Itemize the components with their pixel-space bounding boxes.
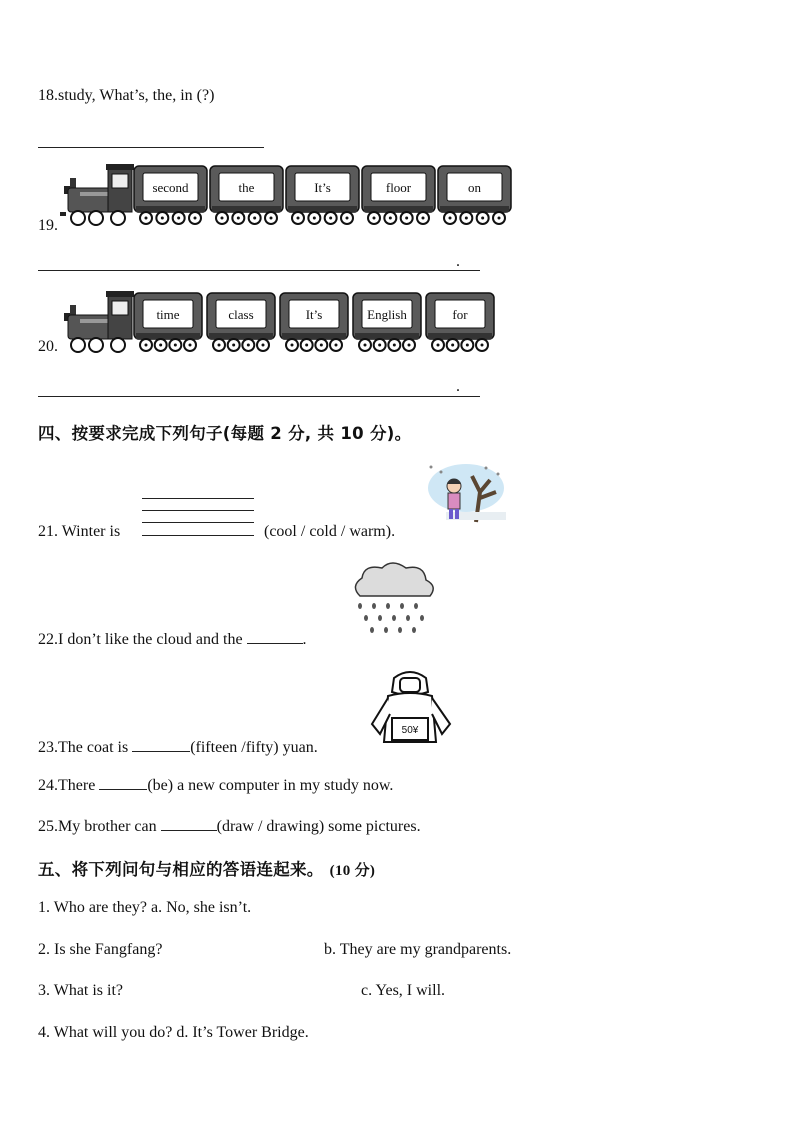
question-23	[38, 737, 318, 757]
question-21-prefix: 21. Winter is	[38, 523, 121, 540]
section-4-heading: 四、按要求完成下列句子(每题 2 分, 共 10 分)。	[38, 424, 412, 443]
question-24-prefix: 24.There	[38, 777, 96, 794]
blank-line-21d[interactable]	[142, 535, 254, 536]
train-car	[438, 166, 511, 224]
train-car-word: It’s	[314, 180, 331, 195]
match-question-2: 2. Is she Fangfang?	[38, 941, 163, 958]
blank-line-21c[interactable]	[142, 522, 254, 523]
question-25-suffix: (draw / drawing) some pictures.	[216, 818, 421, 835]
coat-icon	[366, 668, 456, 752]
question-22-suffix: .	[302, 631, 307, 648]
train-car-word: floor	[385, 180, 412, 195]
train-car-word: It’s	[305, 307, 323, 322]
train-car-word: English	[367, 307, 407, 322]
train-19	[60, 158, 520, 230]
question-22	[38, 629, 307, 649]
section-5-points: (10 分)	[329, 863, 376, 879]
answer-line-20[interactable]	[38, 396, 480, 397]
train-car-word: time	[156, 307, 180, 322]
match-answer-b: b. They are my grandparents.	[324, 941, 512, 958]
blank-22[interactable]	[247, 629, 303, 644]
question-25	[38, 816, 421, 836]
question-25-prefix: 25.My brother can	[38, 818, 157, 835]
blank-line-21b[interactable]	[142, 510, 254, 511]
period-19: .	[456, 253, 460, 270]
question-24	[38, 775, 393, 795]
answer-line-18[interactable]	[38, 147, 264, 148]
question-18: 18.study, What’s, the, in (?)	[38, 87, 215, 104]
locomotive-icon	[60, 164, 134, 225]
question-21-suffix: (cool / cold / warm).	[264, 523, 396, 540]
question-24-suffix: (be) a new computer in my study now.	[147, 777, 394, 794]
match-question-4: 4. What will you do? d. It’s Tower Bridge.	[38, 1024, 309, 1041]
train-car	[426, 293, 494, 351]
train-car	[134, 293, 202, 351]
train-car	[134, 166, 207, 224]
question-23-suffix: (fifteen /fifty) yuan.	[190, 739, 318, 756]
train-car-word: for	[452, 307, 468, 322]
blank-23[interactable]	[132, 737, 190, 752]
locomotive-icon	[64, 291, 134, 352]
train-car	[280, 293, 348, 351]
question-19-number: 19.	[38, 217, 58, 234]
answer-line-19[interactable]	[38, 270, 480, 271]
match-question-1: 1. Who are they? a. No, she isn’t.	[38, 899, 252, 916]
train-car-word: on	[468, 180, 481, 195]
question-22-prefix: 22.I don’t like the cloud and the	[38, 631, 243, 648]
winter-girl-icon	[426, 462, 506, 528]
train-car-word: class	[228, 307, 254, 322]
price-tag-label: 50¥	[401, 725, 419, 736]
train-car	[207, 293, 275, 351]
train-car	[362, 166, 435, 224]
question-23-prefix: 23.The coat is	[38, 739, 129, 756]
match-answer-c: c. Yes, I will.	[361, 982, 446, 999]
period-20: .	[456, 378, 460, 395]
train-car-word: the	[238, 180, 255, 195]
train-car	[353, 293, 421, 351]
train-20	[60, 287, 520, 359]
match-question-3: 3. What is it?	[38, 982, 124, 999]
train-car	[286, 166, 359, 224]
section-5-heading	[38, 856, 375, 880]
blank-24[interactable]	[99, 775, 147, 790]
train-car	[210, 166, 283, 224]
train-car-word: second	[152, 180, 189, 195]
blank-line-21a[interactable]	[142, 498, 254, 499]
blank-25[interactable]	[161, 816, 217, 831]
question-20-number: 20.	[38, 338, 58, 355]
section-5-title: 五、将下列问句与相应的答语连起来。	[38, 860, 324, 879]
rain-cloud-icon	[350, 560, 436, 642]
